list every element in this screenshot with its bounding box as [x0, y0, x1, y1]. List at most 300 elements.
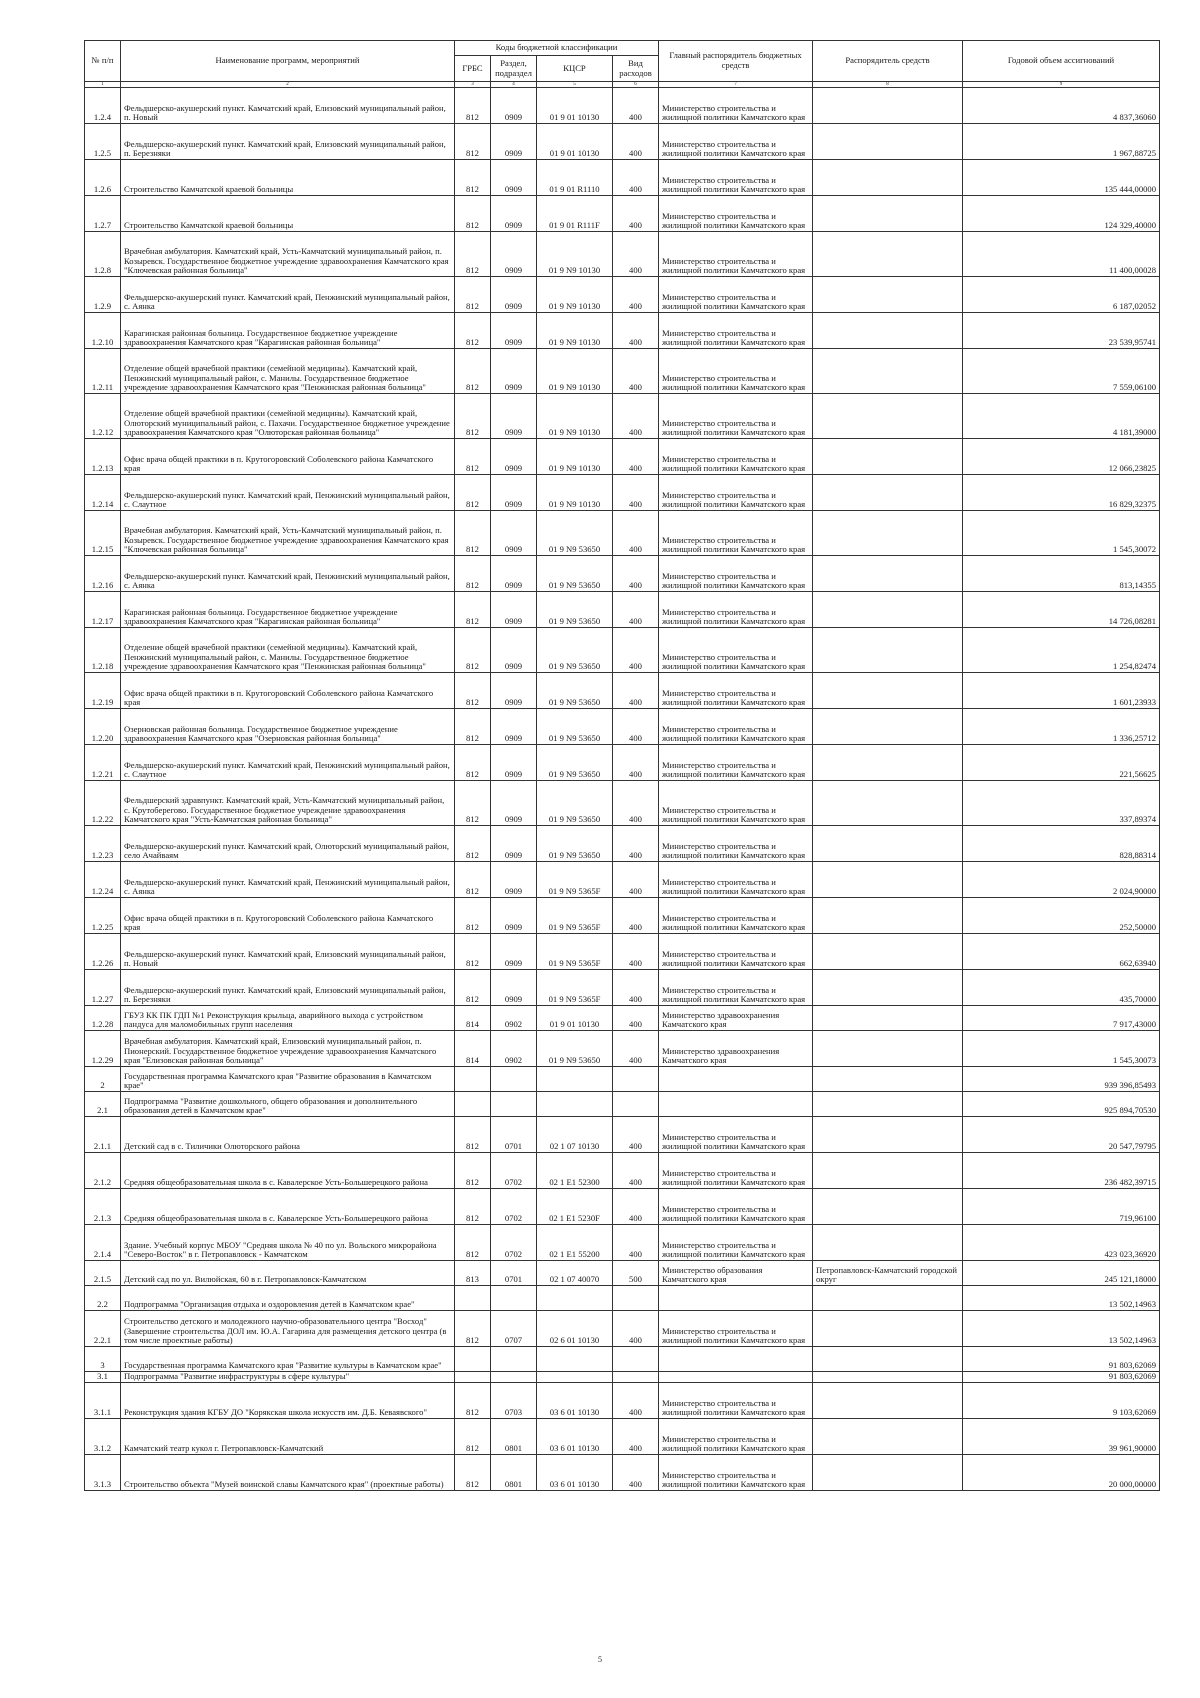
row-amount: 9 103,62069	[963, 1383, 1160, 1419]
row-kcsr: 01 9 01 R111F	[537, 196, 613, 232]
row-manager	[813, 934, 963, 970]
row-main-manager: Министерство строительства и жилищной политики Камчатского края	[659, 934, 813, 970]
row-grbs: 812	[455, 511, 491, 556]
table-row	[85, 232, 1160, 277]
row-grbs: 812	[455, 556, 491, 592]
row-amount: 39 961,90000	[963, 1419, 1160, 1455]
row-main-manager: Министерство строительства и жилищной политики Камчатского края	[659, 745, 813, 781]
row-amount: 4 837,36060	[963, 88, 1160, 124]
table-row	[85, 394, 1160, 439]
row-number: 1.2.10	[85, 313, 121, 349]
row-name: Подпрограмма "Развитие инфраструктуры в сфере культуры"	[121, 1372, 455, 1383]
row-razdel: 0909	[491, 898, 537, 934]
row-kcsr: 01 9 01 10130	[537, 124, 613, 160]
row-vid: 400	[613, 1383, 659, 1419]
row-amount: 16 829,32375	[963, 475, 1160, 511]
row-manager	[813, 439, 963, 475]
row-razdel: 0909	[491, 439, 537, 475]
row-grbs: 812	[455, 313, 491, 349]
row-main-manager	[659, 1347, 813, 1372]
row-main-manager: Министерство образования Камчатского края	[659, 1261, 813, 1286]
row-grbs: 812	[455, 1311, 491, 1347]
row-amount: 12 066,23825	[963, 439, 1160, 475]
table-row	[85, 898, 1160, 934]
row-amount: 91 803,62069	[963, 1372, 1160, 1383]
row-kcsr: 01 9 N9 53650	[537, 628, 613, 673]
row-manager	[813, 1225, 963, 1261]
row-vid: 400	[613, 313, 659, 349]
row-name: Карагинская районная больница. Государственное бюджетное учреждение здравоохранения Камчатского края "Карагинская районная больница"	[121, 313, 455, 349]
row-main-manager: Министерство строительства и жилищной политики Камчатского края	[659, 1189, 813, 1225]
table-row	[85, 862, 1160, 898]
row-kcsr	[537, 1067, 613, 1092]
row-name: Фельдшерский здравпункт. Камчатский край, Усть-Камчатский муниципальный район, с. Крутоберегово. Государственное бюджетное учреждение здравоохранения Камчатского края "Усть-Камчатская районная больница"	[121, 781, 455, 826]
table-row	[85, 1067, 1160, 1092]
row-name: Строительство детского и молодежного научно-образовательного центра "Восход" (Завершение строительства ДОЛ им. Ю.А. Гагарина для размещения детского центра (в том числе проектные работы)	[121, 1311, 455, 1347]
row-main-manager	[659, 1067, 813, 1092]
row-amount: 20 000,00000	[963, 1455, 1160, 1491]
row-vid: 400	[613, 1311, 659, 1347]
table-row	[85, 709, 1160, 745]
row-razdel: 0902	[491, 1006, 537, 1031]
row-name: Детский сад в с. Тиличики Олюторского района	[121, 1117, 455, 1153]
header-razdel: Раздел, подраздел	[491, 56, 537, 82]
table-row	[85, 1006, 1160, 1031]
row-manager	[813, 160, 963, 196]
table-row	[85, 124, 1160, 160]
row-vid: 400	[613, 898, 659, 934]
row-number: 3.1.2	[85, 1419, 121, 1455]
row-razdel: 0909	[491, 592, 537, 628]
table-row	[85, 592, 1160, 628]
table-row	[85, 1347, 1160, 1372]
row-kcsr	[537, 1347, 613, 1372]
row-name: Строительство объекта "Музей воинской славы Камчатского края" (проектные работы)	[121, 1455, 455, 1491]
table-row	[85, 781, 1160, 826]
row-manager: Петропавловск-Камчатский городской округ	[813, 1261, 963, 1286]
row-kcsr: 01 9 N9 53650	[537, 511, 613, 556]
row-amount: 2 024,90000	[963, 862, 1160, 898]
row-name: Озерновская районная больница. Государственное бюджетное учреждение здравоохранения Камчатского края "Озерновская районная больница"	[121, 709, 455, 745]
row-kcsr: 01 9 01 10130	[537, 1006, 613, 1031]
row-vid: 400	[613, 475, 659, 511]
row-amount: 91 803,62069	[963, 1347, 1160, 1372]
row-kcsr: 02 1 E1 5230F	[537, 1189, 613, 1225]
row-name: Врачебная амбулатория. Камчатский край, Елизовский муниципальный район, п. Пионерский. Государственное бюджетное учреждение здравоохранения Камчатского края "Елизовская районная больница"	[121, 1031, 455, 1067]
table-row	[85, 745, 1160, 781]
table-row	[85, 556, 1160, 592]
row-kcsr: 01 9 N9 5365F	[537, 898, 613, 934]
row-razdel	[491, 1286, 537, 1311]
row-main-manager: Министерство строительства и жилищной политики Камчатского края	[659, 277, 813, 313]
header-grbs: ГРБС	[455, 56, 491, 82]
row-grbs: 812	[455, 1225, 491, 1261]
row-manager	[813, 88, 963, 124]
row-manager	[813, 1286, 963, 1311]
row-razdel: 0909	[491, 781, 537, 826]
row-grbs: 812	[455, 394, 491, 439]
row-number: 1.2.27	[85, 970, 121, 1006]
header-main-manager: Главный распорядитель бюджетных средств	[659, 41, 813, 82]
row-kcsr: 01 9 N9 53650	[537, 709, 613, 745]
col-number: 5	[537, 82, 613, 88]
table-row	[85, 439, 1160, 475]
row-vid: 400	[613, 439, 659, 475]
row-grbs: 812	[455, 934, 491, 970]
row-grbs: 812	[455, 1153, 491, 1189]
row-grbs: 812	[455, 673, 491, 709]
row-main-manager: Министерство строительства и жилищной политики Камчатского края	[659, 88, 813, 124]
table-row	[85, 1455, 1160, 1491]
row-razdel: 0909	[491, 745, 537, 781]
table-row	[85, 88, 1160, 124]
row-number: 1.2.6	[85, 160, 121, 196]
row-razdel: 0909	[491, 277, 537, 313]
row-manager	[813, 277, 963, 313]
row-kcsr: 01 9 01 R1110	[537, 160, 613, 196]
row-manager	[813, 511, 963, 556]
row-razdel: 0909	[491, 160, 537, 196]
row-main-manager: Министерство строительства и жилищной политики Камчатского края	[659, 160, 813, 196]
row-manager	[813, 1189, 963, 1225]
table-row	[85, 511, 1160, 556]
row-razdel: 0909	[491, 862, 537, 898]
row-razdel: 0909	[491, 313, 537, 349]
row-kcsr: 01 9 N9 53650	[537, 592, 613, 628]
table-row	[85, 349, 1160, 394]
row-number: 3.1	[85, 1372, 121, 1383]
row-kcsr: 01 9 N9 53650	[537, 673, 613, 709]
row-razdel: 0909	[491, 88, 537, 124]
row-manager	[813, 475, 963, 511]
row-name: Фельдшерско-акушерский пункт. Камчатский край, Пенжинский муниципальный район, с. Слаутное	[121, 475, 455, 511]
row-manager	[813, 313, 963, 349]
col-number: 1	[85, 82, 121, 88]
row-manager	[813, 1092, 963, 1117]
row-grbs: 812	[455, 349, 491, 394]
row-number: 1.2.9	[85, 277, 121, 313]
table-row	[85, 934, 1160, 970]
row-razdel: 0702	[491, 1153, 537, 1189]
row-manager	[813, 862, 963, 898]
row-vid: 400	[613, 1117, 659, 1153]
row-vid: 400	[613, 394, 659, 439]
row-manager	[813, 1455, 963, 1491]
row-vid: 400	[613, 1419, 659, 1455]
row-number: 1.2.25	[85, 898, 121, 934]
row-manager	[813, 1347, 963, 1372]
row-vid: 400	[613, 1455, 659, 1491]
row-razdel: 0909	[491, 628, 537, 673]
row-kcsr	[537, 1092, 613, 1117]
table-row	[85, 475, 1160, 511]
row-kcsr: 01 9 01 10130	[537, 88, 613, 124]
row-main-manager: Министерство строительства и жилищной политики Камчатского края	[659, 439, 813, 475]
row-manager	[813, 1419, 963, 1455]
col-number: 2	[121, 82, 455, 88]
row-kcsr: 01 9 N9 10130	[537, 475, 613, 511]
row-grbs: 812	[455, 862, 491, 898]
row-amount: 1 336,25712	[963, 709, 1160, 745]
header-manager: Распорядитель средств	[813, 41, 963, 82]
row-name: Фельдшерско-акушерский пункт. Камчатский край, Пенжинский муниципальный район, с. Слаутное	[121, 745, 455, 781]
row-grbs: 812	[455, 439, 491, 475]
row-number: 2.1.1	[85, 1117, 121, 1153]
row-name: Отделение общей врачебной практики (семейной медицины). Камчатский край, Олюторский муниципальный район, с. Пахачи. Государственное бюджетное учреждение здравоохранения Камчатского края "Олюторская районная больница"	[121, 394, 455, 439]
row-number: 2.1.3	[85, 1189, 121, 1225]
row-main-manager: Министерство строительства и жилищной политики Камчатского края	[659, 1311, 813, 1347]
row-number: 1.2.28	[85, 1006, 121, 1031]
row-kcsr: 01 9 N9 10130	[537, 232, 613, 277]
row-kcsr: 03 6 01 10130	[537, 1455, 613, 1491]
row-number: 1.2.14	[85, 475, 121, 511]
row-number: 1.2.11	[85, 349, 121, 394]
row-kcsr: 01 9 N9 5365F	[537, 934, 613, 970]
row-vid: 400	[613, 1031, 659, 1067]
row-vid: 400	[613, 1153, 659, 1189]
row-number: 1.2.4	[85, 88, 121, 124]
row-grbs: 812	[455, 124, 491, 160]
row-grbs: 812	[455, 628, 491, 673]
header-volume: Годовой объем ассигнований	[963, 41, 1160, 82]
row-name: Отделение общей врачебной практики (семейной медицины). Камчатский край, Пенжинский муниципальный район, с. Манилы. Государственное бюджетное учреждение здравоохранения Камчатского края "Пенжинская районная больница"	[121, 628, 455, 673]
row-manager	[813, 1006, 963, 1031]
row-grbs	[455, 1347, 491, 1372]
row-grbs: 814	[455, 1006, 491, 1031]
row-main-manager	[659, 1092, 813, 1117]
row-vid	[613, 1286, 659, 1311]
table-row	[85, 970, 1160, 1006]
table-row	[85, 1261, 1160, 1286]
table-row	[85, 313, 1160, 349]
row-main-manager: Министерство строительства и жилищной политики Камчатского края	[659, 1117, 813, 1153]
row-vid	[613, 1092, 659, 1117]
row-number: 1.2.24	[85, 862, 121, 898]
row-kcsr: 01 9 N9 53650	[537, 1031, 613, 1067]
row-kcsr: 01 9 N9 10130	[537, 439, 613, 475]
header-kcsr: КЦСР	[537, 56, 613, 82]
row-vid: 400	[613, 709, 659, 745]
row-name: Фельдшерско-акушерский пункт. Камчатский край, Елизовский муниципальный район, п. Новый	[121, 934, 455, 970]
row-razdel: 0707	[491, 1311, 537, 1347]
row-kcsr: 02 6 01 10130	[537, 1311, 613, 1347]
row-main-manager: Министерство здравоохранения Камчатского края	[659, 1031, 813, 1067]
row-razdel: 0909	[491, 232, 537, 277]
budget-sheet	[84, 40, 1159, 1491]
row-name: Государственная программа Камчатского края "Развитие образования в Камчатском крае"	[121, 1067, 455, 1092]
row-number: 2.2	[85, 1286, 121, 1311]
row-name: Строительство Камчатской краевой больницы	[121, 160, 455, 196]
row-manager	[813, 781, 963, 826]
row-kcsr: 02 1 E1 55200	[537, 1225, 613, 1261]
table-row	[85, 1189, 1160, 1225]
table-row	[85, 1419, 1160, 1455]
row-number: 1.2.19	[85, 673, 121, 709]
row-manager	[813, 898, 963, 934]
row-main-manager: Министерство строительства и жилищной политики Камчатского края	[659, 394, 813, 439]
row-number: 1.2.7	[85, 196, 121, 232]
row-kcsr: 01 9 N9 5365F	[537, 862, 613, 898]
row-vid: 400	[613, 277, 659, 313]
row-name: Отделение общей врачебной практики (семейной медицины). Камчатский край, Пенжинский муниципальный район, с. Манилы. Государственное бюджетное учреждение здравоохранения Камчатского края "Пенжинская районная больница"	[121, 349, 455, 394]
row-vid: 400	[613, 556, 659, 592]
row-vid	[613, 1067, 659, 1092]
row-name: Офис врача общей практики в п. Крутогоровский Соболевского района Камчатского края	[121, 439, 455, 475]
row-kcsr: 02 1 E1 52300	[537, 1153, 613, 1189]
row-vid: 400	[613, 826, 659, 862]
row-razdel: 0902	[491, 1031, 537, 1067]
row-manager	[813, 826, 963, 862]
col-number: 7	[659, 82, 813, 88]
row-main-manager: Министерство строительства и жилищной политики Камчатского края	[659, 898, 813, 934]
row-manager	[813, 232, 963, 277]
row-vid: 400	[613, 88, 659, 124]
row-amount: 925 894,70530	[963, 1092, 1160, 1117]
row-vid: 400	[613, 862, 659, 898]
table-row	[85, 1311, 1160, 1347]
row-amount: 423 023,36920	[963, 1225, 1160, 1261]
table-body	[85, 88, 1160, 1491]
row-number: 3.1.1	[85, 1383, 121, 1419]
row-amount: 7 559,06100	[963, 349, 1160, 394]
row-name: Врачебная амбулатория. Камчатский край, Усть-Камчатский муниципальный район, п. Козыревск. Государственное бюджетное учреждение здравоохранения Камчатского края "Ключевская районная больница"	[121, 232, 455, 277]
row-vid: 500	[613, 1261, 659, 1286]
row-manager	[813, 556, 963, 592]
row-grbs: 812	[455, 277, 491, 313]
col-number: 6	[613, 82, 659, 88]
row-manager	[813, 673, 963, 709]
row-main-manager: Министерство строительства и жилищной политики Камчатского края	[659, 628, 813, 673]
row-main-manager: Министерство строительства и жилищной политики Камчатского края	[659, 826, 813, 862]
row-vid	[613, 1372, 659, 1383]
row-name: Подпрограмма "Организация отдыха и оздоровления детей в Камчатском крае"	[121, 1286, 455, 1311]
row-razdel	[491, 1347, 537, 1372]
row-grbs: 813	[455, 1261, 491, 1286]
row-amount: 662,63940	[963, 934, 1160, 970]
row-amount: 13 502,14963	[963, 1286, 1160, 1311]
row-number: 2.1.5	[85, 1261, 121, 1286]
row-manager	[813, 1153, 963, 1189]
row-grbs	[455, 1372, 491, 1383]
row-manager	[813, 1117, 963, 1153]
row-razdel: 0909	[491, 826, 537, 862]
row-name: Фельдшерско-акушерский пункт. Камчатский край, Пенжинский муниципальный район, с. Аянка	[121, 862, 455, 898]
row-name: Здание. Учебный корпус МБОУ "Средняя школа № 40 по ул. Вольского микрорайона "Северо-Восток" в г. Петропавловск - Камчатском	[121, 1225, 455, 1261]
row-number: 1.2.16	[85, 556, 121, 592]
row-amount: 20 547,79795	[963, 1117, 1160, 1153]
row-vid: 400	[613, 1006, 659, 1031]
table-header	[85, 41, 1160, 88]
row-main-manager: Министерство строительства и жилищной политики Камчатского края	[659, 1383, 813, 1419]
row-razdel: 0701	[491, 1117, 537, 1153]
row-number: 1.2.29	[85, 1031, 121, 1067]
header-vid: Вид расходов	[613, 56, 659, 82]
row-number: 1.2.17	[85, 592, 121, 628]
row-manager	[813, 1031, 963, 1067]
row-amount: 939 396,85493	[963, 1067, 1160, 1092]
row-manager	[813, 394, 963, 439]
page-number: 5	[598, 1655, 602, 1664]
row-grbs: 812	[455, 1189, 491, 1225]
row-grbs: 812	[455, 970, 491, 1006]
row-razdel: 0909	[491, 349, 537, 394]
row-razdel: 0909	[491, 556, 537, 592]
row-manager	[813, 970, 963, 1006]
row-main-manager: Министерство строительства и жилищной политики Камчатского края	[659, 511, 813, 556]
row-main-manager: Министерство строительства и жилищной политики Камчатского края	[659, 1153, 813, 1189]
row-vid: 400	[613, 196, 659, 232]
row-main-manager: Министерство строительства и жилищной политики Камчатского края	[659, 970, 813, 1006]
row-kcsr: 01 9 N9 5365F	[537, 970, 613, 1006]
row-amount: 13 502,14963	[963, 1311, 1160, 1347]
row-manager	[813, 1372, 963, 1383]
row-name: Строительство Камчатской краевой больницы	[121, 196, 455, 232]
row-amount: 1 545,30073	[963, 1031, 1160, 1067]
row-name: Средняя общеобразовательная школа в с. Кавалерское Усть-Большерецкого района	[121, 1189, 455, 1225]
row-name: Детский сад по ул. Вилюйская, 60 в г. Петропавловск-Камчатском	[121, 1261, 455, 1286]
row-razdel: 0801	[491, 1455, 537, 1491]
row-amount: 252,50000	[963, 898, 1160, 934]
row-number: 2	[85, 1067, 121, 1092]
row-name: Средняя общеобразовательная школа в с. Кавалерское Усть-Большерецкого района	[121, 1153, 455, 1189]
row-amount: 23 539,95741	[963, 313, 1160, 349]
row-vid	[613, 1347, 659, 1372]
row-name: Фельдшерско-акушерский пункт. Камчатский край, Пенжинский муниципальный район, с. Аянка	[121, 277, 455, 313]
row-number: 1.2.8	[85, 232, 121, 277]
row-vid: 400	[613, 745, 659, 781]
row-amount: 124 329,40000	[963, 196, 1160, 232]
row-manager	[813, 709, 963, 745]
row-razdel: 0909	[491, 124, 537, 160]
row-main-manager: Министерство строительства и жилищной политики Камчатского края	[659, 709, 813, 745]
row-vid: 400	[613, 511, 659, 556]
row-main-manager: Министерство строительства и жилищной политики Камчатского края	[659, 556, 813, 592]
row-amount: 828,88314	[963, 826, 1160, 862]
table-row	[85, 160, 1160, 196]
row-razdel: 0703	[491, 1383, 537, 1419]
row-grbs: 812	[455, 1455, 491, 1491]
row-vid: 400	[613, 1189, 659, 1225]
row-kcsr: 03 6 01 10130	[537, 1383, 613, 1419]
header-num: № п/п	[85, 41, 121, 82]
row-manager	[813, 628, 963, 673]
row-number: 1.2.13	[85, 439, 121, 475]
row-razdel: 0909	[491, 511, 537, 556]
row-name: Камчатский театр кукол г. Петропавловск-Камчатский	[121, 1419, 455, 1455]
row-main-manager: Министерство строительства и жилищной политики Камчатского края	[659, 673, 813, 709]
row-grbs: 812	[455, 1117, 491, 1153]
row-amount: 14 726,08281	[963, 592, 1160, 628]
row-number: 1.2.15	[85, 511, 121, 556]
table-row	[85, 1372, 1160, 1383]
row-kcsr	[537, 1286, 613, 1311]
row-vid: 400	[613, 781, 659, 826]
table-row	[85, 196, 1160, 232]
row-vid: 400	[613, 934, 659, 970]
row-vid: 400	[613, 349, 659, 394]
row-amount: 4 181,39000	[963, 394, 1160, 439]
row-amount: 221,56625	[963, 745, 1160, 781]
row-name: Государственная программа Камчатского края "Развитие культуры в Камчатском крае"	[121, 1347, 455, 1372]
row-main-manager: Министерство строительства и жилищной политики Камчатского края	[659, 1455, 813, 1491]
table-row	[85, 1286, 1160, 1311]
row-kcsr: 01 9 N9 10130	[537, 277, 613, 313]
row-kcsr: 01 9 N9 53650	[537, 781, 613, 826]
row-number: 2.1.4	[85, 1225, 121, 1261]
row-razdel: 0701	[491, 1261, 537, 1286]
row-grbs: 812	[455, 196, 491, 232]
row-manager	[813, 745, 963, 781]
